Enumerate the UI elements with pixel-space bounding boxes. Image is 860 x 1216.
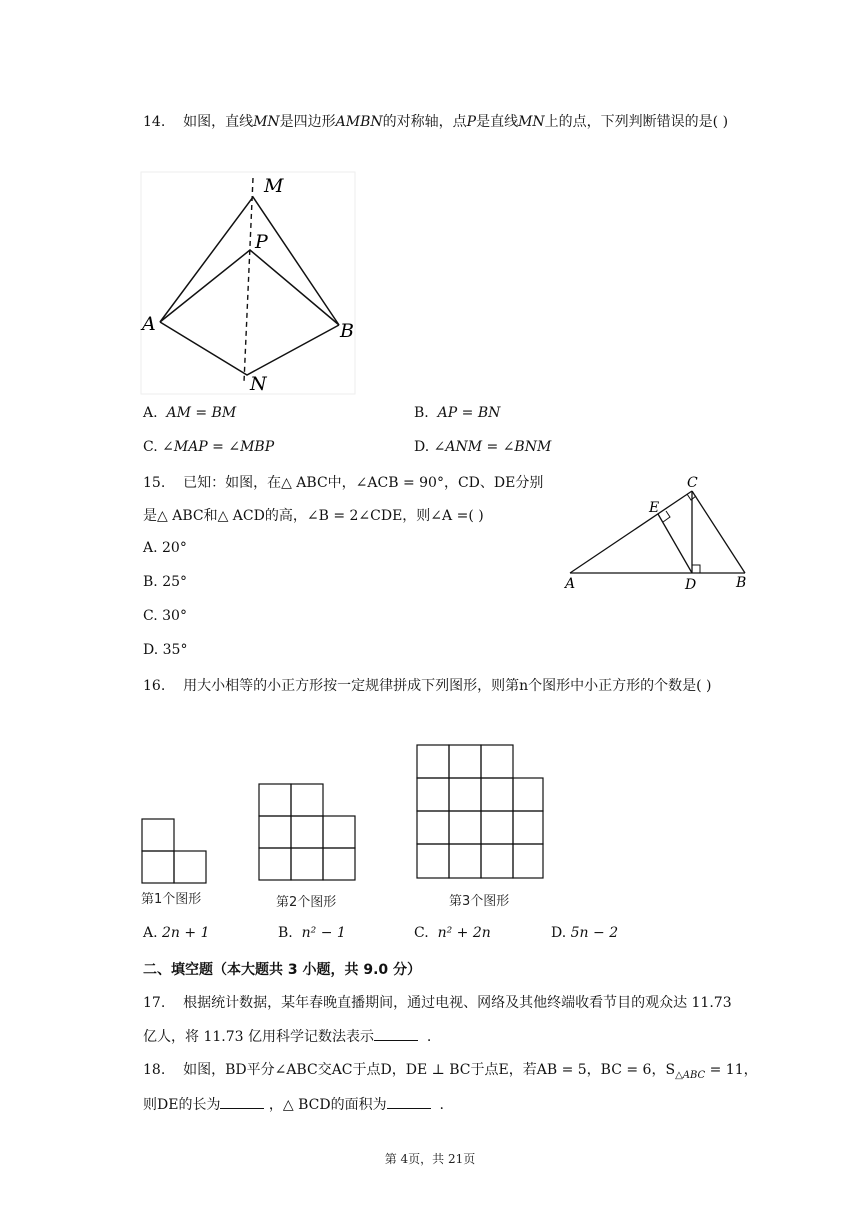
q15-stem-line1: 15. 已知：如图，在△ ABC中，∠ACB = 90°，CD、DE分别 [143,475,544,491]
q14-number: 14. [143,114,166,130]
caption-figure-3: 第3个图形 [449,894,510,909]
label-E: E [649,500,660,516]
right-angle-E [663,511,670,522]
q15-stem-line2: 是△ ABC和△ ACD的高，∠B = 2∠CDE，则∠A =( ) [143,508,484,524]
q15-figure [560,472,760,596]
section-fill-in-title: 二、填空题（本大题共 3 小题，共 9.0 分） [143,962,422,978]
q16-option-b[interactable]: B. n² − 1 [278,925,346,941]
label-A: A [142,313,156,335]
label-B: B [340,320,354,342]
segment-AC [570,491,692,573]
right-angle-D [692,565,700,573]
label-D: D [685,577,697,593]
q14-option-b[interactable]: B. AP = BN [414,405,501,421]
q16-option-c[interactable]: C. n² + 2n [414,925,491,941]
q18-line1: 18. 如图，BD平分∠ABC交AC于点D，DE ⊥ BC于点E，若AB = 5，BC = 6，$S_{\triangle ABC} = 11$， [143,1062,758,1081]
grid-figure-2 [259,784,355,880]
q14-figure [140,170,370,400]
q16-option-a[interactable]: A. 2n + 1 [143,925,210,941]
q18-line2: 则DE的长为 ，△ BCD的面积为 . [143,1094,444,1115]
q18-answer-blank-1[interactable] [220,1094,264,1109]
label-B: B [736,575,747,591]
q16-number: 16. [143,678,166,694]
grid-figure-1 [142,819,206,883]
q18-answer-blank-2[interactable] [387,1094,431,1109]
q15-option-c[interactable]: C. 30° [143,608,187,624]
q17-line2: 亿人，将 11.73 亿用科学记数法表示 . [143,1026,431,1047]
segment-DE [658,514,692,573]
caption-figure-2: 第2个图形 [276,895,337,910]
mn-axis-line [244,178,253,382]
label-P: P [255,231,268,253]
q16-stem: 16. 用大小相等的小正方形按一定规律拼成下列图形，则第n个图形中小正方形的个数是( ) [143,678,712,694]
label-A: A [565,576,576,592]
q17-line1: 17. 根据统计数据，某年春晚直播期间，通过电视、网络及其他终端收看节目的观众达 11.73 [143,995,732,1011]
q14-option-a[interactable]: A. AM = BM [143,405,237,421]
q16-option-d[interactable]: D. 5n − 2 [551,925,619,941]
segment-CB [692,491,745,573]
label-C: C [687,475,698,491]
q18-number: 18. [143,1062,166,1078]
q14-option-c[interactable]: C. ∠MAP = ∠MBP [143,439,275,455]
q15-option-a[interactable]: A. 20° [143,540,187,556]
q14-stem: 14. 如图，直线MN是四边形AMBN的对称轴，点P是直线MN上的点，下列判断错误的是( ) [143,114,729,130]
label-M: M [264,175,284,197]
q15-number: 15. [143,475,166,491]
q15-option-b[interactable]: B. 25° [143,574,188,590]
page-footer: 第 4页，共 21页 [384,1152,476,1166]
grid-figure-3 [417,745,543,878]
quad-edges-lower [160,322,339,375]
q15-option-d[interactable]: D. 35° [143,642,188,658]
q17-answer-blank[interactable] [374,1026,418,1041]
q17-number: 17. [143,995,166,1011]
q14-option-d[interactable]: D. ∠ANM = ∠BNM [414,439,552,455]
caption-figure-1: 第1个图形 [141,892,202,907]
label-N: N [250,373,267,395]
